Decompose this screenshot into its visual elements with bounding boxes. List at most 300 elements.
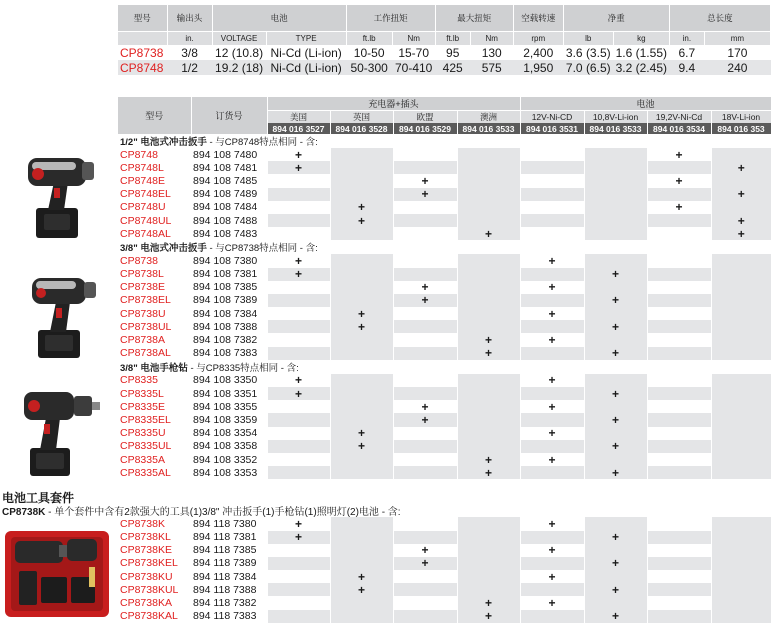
- option-cell: [647, 427, 711, 440]
- option-cell: [520, 440, 584, 453]
- option-cell: [330, 148, 393, 161]
- model-column-header: 型号: [118, 97, 191, 134]
- option-cell: [584, 254, 647, 267]
- model-cell: CP8738U: [120, 307, 166, 320]
- included-mark: +: [267, 161, 330, 174]
- option-cell: [520, 583, 584, 596]
- impact-wrench-icon: [28, 270, 100, 360]
- option-cell: [711, 427, 771, 440]
- option-cell: [711, 174, 771, 187]
- order-number-cell: 894 108 7380: [193, 254, 258, 267]
- spec-cell: Ni-Cd (Li-ion): [266, 45, 346, 60]
- option-cell: [393, 610, 457, 623]
- accessory-table: [118, 97, 771, 623]
- option-cell: [711, 557, 771, 570]
- option-cell: [393, 161, 457, 174]
- option-cell: [330, 268, 393, 281]
- order-number-cell: 894 108 7382: [193, 334, 258, 347]
- included-mark: +: [520, 596, 584, 609]
- option-cell: [330, 387, 393, 400]
- model-cell: CP8748U: [120, 201, 166, 214]
- included-mark: +: [457, 610, 520, 623]
- option-cell: [647, 440, 711, 453]
- spec-subheader: ft.lb: [435, 31, 470, 45]
- option-cell: [393, 531, 457, 544]
- model-cell: CP8335A: [120, 453, 165, 466]
- battery-col-header: 18V-Li-ion: [711, 111, 771, 124]
- battery-code: 894 016 353: [711, 123, 771, 134]
- option-cell: [711, 307, 771, 320]
- model-cell: CP8738: [120, 254, 158, 267]
- option-cell: [267, 227, 330, 240]
- table-row: [118, 374, 771, 387]
- option-cell: [457, 214, 520, 227]
- spec-cell: Ni-Cd (Li-ion): [266, 60, 346, 75]
- option-cell: [330, 531, 393, 544]
- option-cell: [330, 188, 393, 201]
- option-cell: [267, 307, 330, 320]
- model-cell: CP8748EL: [120, 188, 171, 201]
- option-cell: [267, 440, 330, 453]
- spec-subheader-row: [118, 31, 771, 45]
- option-cell: [647, 161, 711, 174]
- option-cell: [267, 333, 330, 346]
- option-cell: [711, 347, 771, 360]
- section-title-rest: - 与CP8748特点相同 - 含:: [206, 137, 318, 148]
- option-cell: [584, 227, 647, 240]
- option-cell: [647, 294, 711, 307]
- option-cell: [457, 531, 520, 544]
- spec-cell: 6.7: [669, 45, 704, 60]
- battery-col-header: 12V-Ni-CD: [520, 111, 584, 124]
- spec-cell: 95: [435, 45, 470, 60]
- included-mark: +: [711, 227, 771, 240]
- spec-cell: 9.4: [669, 60, 704, 75]
- option-cell: [457, 188, 520, 201]
- section-title: [118, 134, 771, 148]
- option-cell: [267, 400, 330, 413]
- charger-group-header: 充电器+插头: [267, 97, 520, 111]
- section-title: [118, 360, 771, 374]
- option-cell: [711, 387, 771, 400]
- included-mark: +: [584, 347, 647, 360]
- option-cell: [520, 320, 584, 333]
- option-cell: [520, 610, 584, 623]
- model-cell: CP8335UL: [120, 440, 172, 453]
- option-cell: [393, 387, 457, 400]
- included-mark: +: [267, 268, 330, 281]
- spec-table: [118, 5, 771, 75]
- charger-col-header: 澳洲: [457, 111, 520, 124]
- option-cell: [457, 583, 520, 596]
- spec-row: [118, 60, 771, 75]
- option-cell: [647, 333, 711, 346]
- model-cell: CP8748: [120, 148, 158, 161]
- option-cell: [267, 557, 330, 570]
- option-cell: [330, 333, 393, 346]
- included-mark: +: [267, 387, 330, 400]
- option-cell: [520, 387, 584, 400]
- option-cell: [457, 374, 520, 387]
- included-mark: +: [584, 531, 647, 544]
- included-mark: +: [457, 596, 520, 609]
- table-row: [118, 320, 771, 333]
- option-cell: [647, 320, 711, 333]
- option-cell: [584, 374, 647, 387]
- spec-subheader: [118, 31, 167, 45]
- option-cell: [457, 413, 520, 426]
- included-mark: +: [393, 188, 457, 201]
- table-row: [118, 400, 771, 413]
- included-mark: +: [330, 583, 393, 596]
- option-cell: [711, 453, 771, 466]
- option-cell: [267, 583, 330, 596]
- model-cell: CP8335U: [120, 427, 166, 440]
- option-cell: [330, 596, 393, 609]
- spec-cell: 15-70: [392, 45, 435, 60]
- spec-cell: 3/8: [167, 45, 212, 60]
- table-row: [118, 453, 771, 466]
- table-row: [118, 227, 771, 240]
- option-cell: [647, 570, 711, 583]
- included-mark: +: [457, 347, 520, 360]
- order-number-cell: 894 108 7384: [193, 307, 258, 320]
- charger-code: 894 016 3528: [330, 123, 393, 134]
- option-cell: [520, 214, 584, 227]
- option-cell: [267, 281, 330, 294]
- included-mark: +: [393, 400, 457, 413]
- included-mark: +: [584, 583, 647, 596]
- option-cell: [711, 333, 771, 346]
- table-row: [118, 610, 771, 623]
- main-header-row: [118, 97, 771, 111]
- order-number-cell: 894 118 7385: [193, 544, 257, 557]
- option-cell: [393, 427, 457, 440]
- option-cell: [457, 294, 520, 307]
- option-cell: [647, 347, 711, 360]
- included-mark: +: [393, 557, 457, 570]
- model-cell: CP8335L: [120, 387, 164, 400]
- included-mark: +: [393, 281, 457, 294]
- option-cell: [584, 188, 647, 201]
- spec-cell: 2,400: [513, 45, 563, 60]
- included-mark: +: [330, 214, 393, 227]
- included-mark: +: [711, 214, 771, 227]
- included-mark: +: [584, 440, 647, 453]
- option-cell: [584, 281, 647, 294]
- order-number-cell: 894 108 3353: [193, 466, 258, 479]
- option-cell: [330, 174, 393, 187]
- included-mark: +: [330, 307, 393, 320]
- model-cell: CP8335: [120, 374, 158, 387]
- option-cell: [647, 281, 711, 294]
- option-cell: [584, 201, 647, 214]
- option-cell: [330, 374, 393, 387]
- order-column-header: 订货号: [191, 97, 267, 134]
- option-cell: [584, 174, 647, 187]
- included-mark: +: [584, 557, 647, 570]
- option-cell: [647, 583, 711, 596]
- spec-cell: 70-410: [392, 60, 435, 75]
- option-cell: [393, 570, 457, 583]
- spec-header: 总长度: [669, 5, 770, 31]
- spec-header: 型号: [118, 5, 167, 31]
- order-number-cell: 894 108 3350: [193, 374, 258, 387]
- order-number-cell: 894 108 3355: [193, 400, 258, 413]
- option-cell: [330, 227, 393, 240]
- model-cell: CP8748UL: [120, 214, 172, 227]
- option-cell: [647, 188, 711, 201]
- table-row: [118, 413, 771, 426]
- included-mark: +: [457, 466, 520, 479]
- included-mark: +: [584, 268, 647, 281]
- spec-subheader: TYPE: [266, 31, 346, 45]
- option-cell: [520, 174, 584, 187]
- model-cell: CP8738K: [120, 517, 165, 530]
- section-title-row: [118, 134, 771, 148]
- option-cell: [647, 557, 711, 570]
- spec-subheader: Nm: [392, 31, 435, 45]
- included-mark: +: [393, 413, 457, 426]
- table-row: [118, 214, 771, 227]
- option-cell: [647, 413, 711, 426]
- included-mark: +: [457, 453, 520, 466]
- spec-subheader: in.: [167, 31, 212, 45]
- spec-header: 空载转速: [513, 5, 563, 31]
- option-cell: [267, 453, 330, 466]
- included-mark: +: [330, 320, 393, 333]
- option-cell: [711, 320, 771, 333]
- spec-cell: 1,950: [513, 60, 563, 75]
- option-cell: [647, 268, 711, 281]
- battery-col-header: 19,2V-Ni-Cd: [647, 111, 711, 124]
- option-cell: [393, 333, 457, 346]
- option-cell: [457, 517, 520, 530]
- option-cell: [520, 413, 584, 426]
- option-cell: [584, 453, 647, 466]
- option-cell: [711, 281, 771, 294]
- table-row: [118, 570, 771, 583]
- option-cell: [457, 544, 520, 557]
- order-number-cell: 894 108 7484: [193, 201, 258, 214]
- spec-cell: 170: [704, 45, 770, 60]
- spec-header: 最大扭矩: [435, 5, 513, 31]
- spec-cell: 3.6 (3.5): [563, 45, 613, 60]
- spec-subheader: rpm: [513, 31, 563, 45]
- option-cell: [330, 610, 393, 623]
- option-cell: [711, 596, 771, 609]
- option-cell: [457, 557, 520, 570]
- option-cell: [457, 570, 520, 583]
- option-cell: [267, 294, 330, 307]
- battery-code: 894 016 3533: [584, 123, 647, 134]
- order-number-cell: 894 118 7388: [193, 583, 257, 596]
- option-cell: [393, 583, 457, 596]
- option-cell: [647, 227, 711, 240]
- option-cell: [647, 307, 711, 320]
- spec-subheader: kg: [613, 31, 669, 45]
- included-mark: +: [457, 227, 520, 240]
- option-cell: [520, 466, 584, 479]
- included-mark: +: [393, 544, 457, 557]
- charger-code: 894 016 3527: [267, 123, 330, 134]
- table-row: [118, 544, 771, 557]
- option-cell: [393, 347, 457, 360]
- model-cell: CP8335E: [120, 400, 165, 413]
- model-cell: CP8738E: [120, 281, 165, 294]
- option-cell: [330, 453, 393, 466]
- option-cell: [520, 557, 584, 570]
- table-row: [118, 427, 771, 440]
- table-row: [118, 307, 771, 320]
- accessory-table-body: [118, 134, 771, 623]
- option-cell: [267, 596, 330, 609]
- option-cell: [584, 544, 647, 557]
- option-cell: [647, 400, 711, 413]
- included-mark: +: [330, 201, 393, 214]
- table-row: [118, 201, 771, 214]
- option-cell: [457, 268, 520, 281]
- option-cell: [520, 188, 584, 201]
- option-cell: [267, 188, 330, 201]
- included-mark: +: [393, 294, 457, 307]
- model-cell: CP8738L: [120, 268, 164, 281]
- included-mark: +: [520, 307, 584, 320]
- option-cell: [393, 307, 457, 320]
- order-number-cell: 894 108 3351: [193, 387, 258, 400]
- option-cell: [330, 347, 393, 360]
- table-row: [118, 557, 771, 570]
- spec-subheader: VOLTAGE: [212, 31, 266, 45]
- option-cell: [457, 201, 520, 214]
- charger-col-header: 欧盟: [393, 111, 457, 124]
- option-cell: [711, 201, 771, 214]
- battery-group-header: 电池: [520, 97, 771, 111]
- option-cell: [457, 387, 520, 400]
- included-mark: +: [520, 517, 584, 530]
- charger-col-header: 英国: [330, 111, 393, 124]
- order-number-cell: 894 118 7382: [193, 597, 257, 610]
- model-cell: CP8738KL: [120, 531, 171, 544]
- model-cell: CP8335EL: [120, 413, 171, 426]
- option-cell: [520, 201, 584, 214]
- option-cell: [457, 440, 520, 453]
- order-number-cell: 894 108 7488: [193, 214, 258, 227]
- included-mark: +: [393, 174, 457, 187]
- table-row: [118, 387, 771, 400]
- option-cell: [711, 583, 771, 596]
- option-cell: [267, 214, 330, 227]
- option-cell: [584, 161, 647, 174]
- spec-header: 净重: [563, 5, 669, 31]
- order-number-cell: 894 108 7383: [193, 347, 258, 360]
- section-title-bold: 3/8" 电池手枪钻: [120, 362, 188, 374]
- option-cell: [647, 531, 711, 544]
- table-row: [118, 281, 771, 294]
- included-mark: +: [520, 453, 584, 466]
- option-cell: [711, 374, 771, 387]
- spec-cell: 1/2: [167, 60, 212, 75]
- option-cell: [393, 148, 457, 161]
- charger-code: 894 016 3533: [457, 123, 520, 134]
- option-cell: [330, 413, 393, 426]
- option-cell: [330, 544, 393, 557]
- option-cell: [267, 174, 330, 187]
- included-mark: +: [330, 440, 393, 453]
- spec-cell: 575: [470, 60, 513, 75]
- option-cell: [267, 427, 330, 440]
- option-cell: [647, 374, 711, 387]
- section-title-bold: 1/2" 电池式冲击扳手: [120, 137, 207, 148]
- option-cell: [711, 254, 771, 267]
- spec-subheader: ft.lb: [346, 31, 392, 45]
- option-cell: [647, 596, 711, 609]
- option-cell: [711, 413, 771, 426]
- model-cell: CP8738KEL: [120, 557, 178, 570]
- option-cell: [330, 281, 393, 294]
- table-row: [118, 294, 771, 307]
- included-mark: +: [584, 387, 647, 400]
- option-cell: [711, 544, 771, 557]
- spec-cell: 130: [470, 45, 513, 60]
- order-number-cell: 894 108 7489: [193, 188, 258, 201]
- option-cell: [267, 201, 330, 214]
- option-cell: [330, 254, 393, 267]
- included-mark: +: [267, 148, 330, 161]
- section-title-rest: - 与CP8738特点相同 - 含:: [206, 243, 318, 255]
- included-mark: +: [520, 544, 584, 557]
- table-row: [118, 583, 771, 596]
- section-title-row: [118, 240, 771, 254]
- option-cell: [457, 254, 520, 267]
- included-mark: +: [711, 161, 771, 174]
- option-cell: [457, 307, 520, 320]
- option-cell: [267, 466, 330, 479]
- option-cell: [457, 148, 520, 161]
- order-number-cell: 894 118 7383: [193, 610, 257, 623]
- option-cell: [393, 268, 457, 281]
- option-cell: [520, 347, 584, 360]
- table-row: [118, 466, 771, 479]
- option-cell: [330, 557, 393, 570]
- impact-wrench-icon: [22, 152, 98, 240]
- spec-subheader: in.: [669, 31, 704, 45]
- order-number-cell: 894 118 7389: [193, 557, 257, 570]
- option-cell: [330, 466, 393, 479]
- spec-subheader: mm: [704, 31, 770, 45]
- order-number-cell: 894 118 7381: [193, 531, 257, 544]
- drill-icon: [22, 386, 102, 478]
- option-cell: [584, 214, 647, 227]
- model-cell: CP8738KA: [120, 597, 172, 610]
- spec-cell-model: CP8738: [118, 45, 167, 60]
- included-mark: +: [520, 281, 584, 294]
- included-mark: +: [267, 254, 330, 267]
- order-number-cell: 894 108 3359: [193, 413, 258, 426]
- battery-code: 894 016 3531: [520, 123, 584, 134]
- option-cell: [584, 570, 647, 583]
- model-cell: CP8335AL: [120, 466, 171, 479]
- included-mark: +: [647, 148, 711, 161]
- option-cell: [267, 413, 330, 426]
- spec-cell: 425: [435, 60, 470, 75]
- spec-cell: 19.2 (18): [212, 60, 266, 75]
- table-row: [118, 596, 771, 609]
- spec-cell: 7.0 (6.5): [563, 60, 613, 75]
- option-cell: [647, 387, 711, 400]
- table-row: [118, 148, 771, 161]
- order-number-cell: 894 108 3354: [193, 427, 258, 440]
